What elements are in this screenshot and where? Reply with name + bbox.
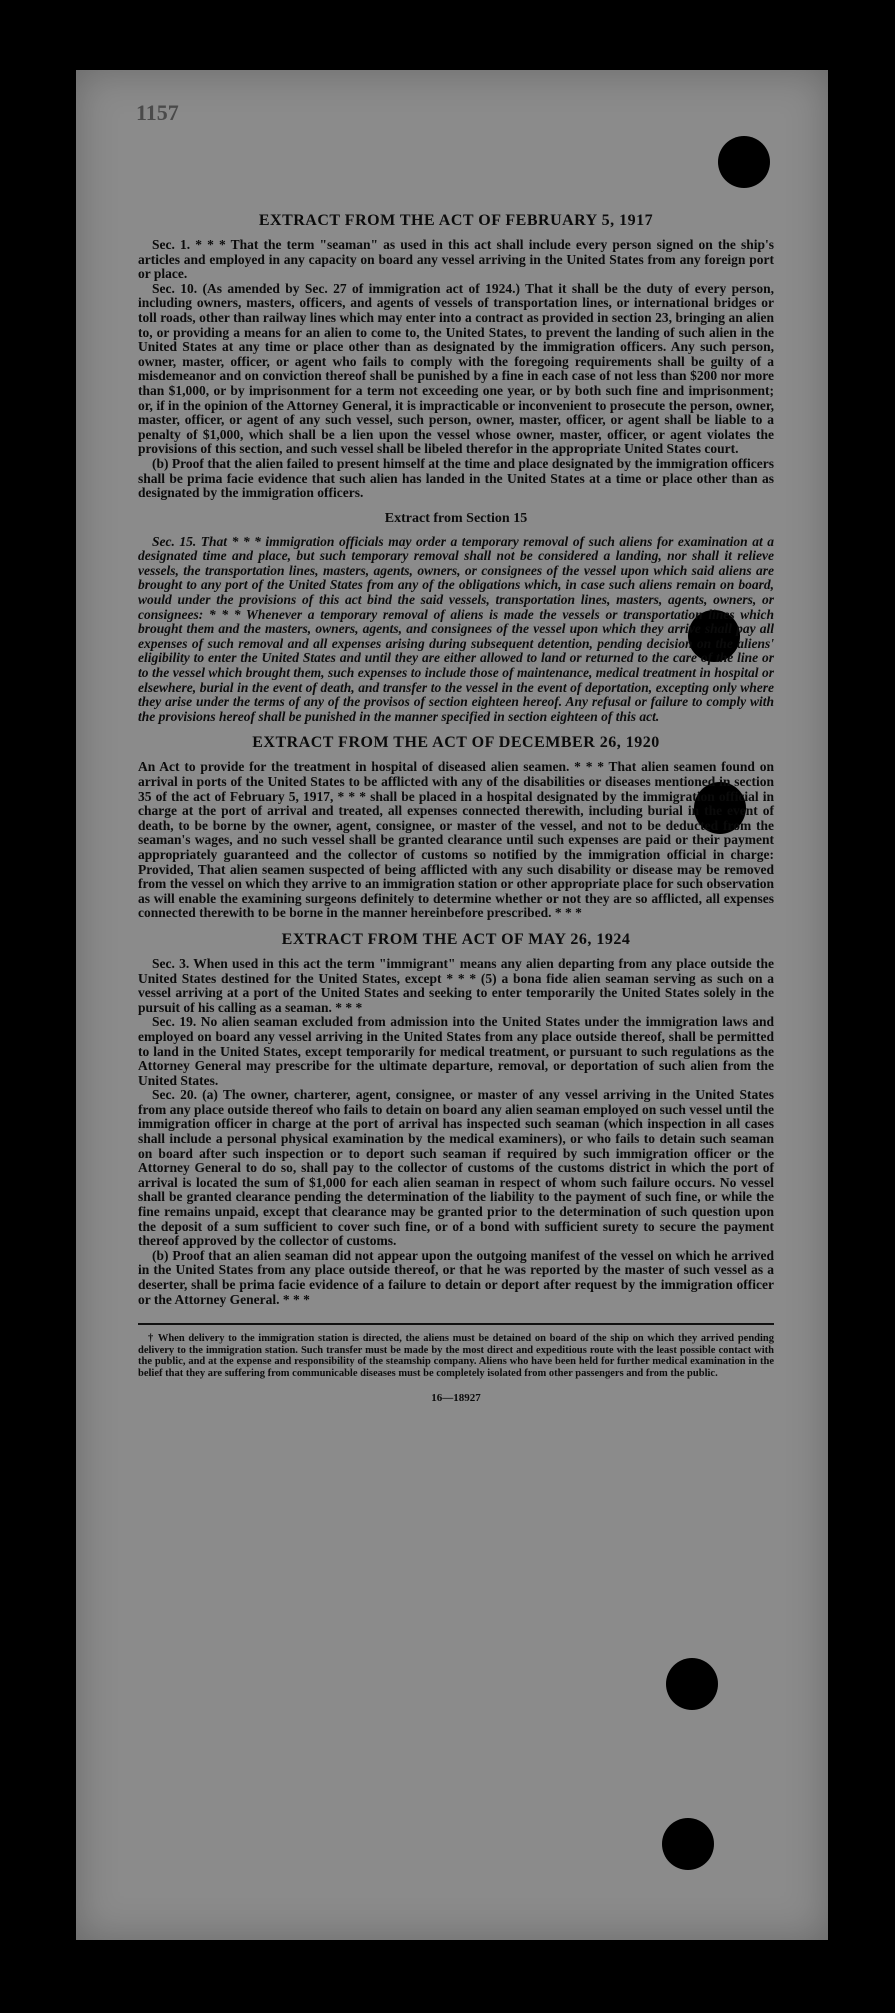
paragraph: Sec. 3. When used in this act the term "immigrant" means any alien departing from any place outside the United States destined for the United States, except * * * (5) a bona fide alien seaman serving as such on a vessel arriving at a port of the United States and seeking to enter temporarily the United States solely in the pursuit of his calling as a seaman. * * * bbox=[138, 955, 774, 1015]
paragraph: (b) Proof that the alien failed to present himself at the time and place designated by the immigration officers shall be prima facie evidence that such alien has landed in the United States at a time or place other than as designated by the immigration officers. bbox=[138, 455, 774, 501]
paragraph: (b) Proof that an alien seaman did not appear upon the outgoing manifest of the vessel on which he arrived in the United States from any place outside thereof, or that he was reported by the master of such vessel as a deserter, shall be prima facie evidence of a failure to detain or deport after request by the immigration officer or the Attorney General. * * * bbox=[138, 1247, 774, 1307]
paragraph: Sec. 15. That * * * immigration officials may order a temporary removal of such aliens for examination at a designated time and place, but such temporary removal shall not be considered a landing, nor shall it relieve vessels, the transportation lines, masters, agents, owners, or consignees of the vessel upon which said aliens are brought to any port of the United States from any of the obligations which, in case such aliens remain on board, would under the provisions of this act bind the said vessels, transportation lines, masters, agents, owners, or consignees: * * * Whenever a temporary removal of aliens is made the vessels or transportation lines which brought them and the masters, owners, agents, and consignees of the vessel upon which they arrive shall pay all expenses of such removal and all expenses arising during subsequent detention, pending decision on the aliens' eligibility to enter the United States and until they are either allowed to land or returned to the care of the line or to the vessel which brought them, such expenses to include those of maintenance, medical treatment in hospital or elsewhere, burial in the event of death, and transfer to the vessel in the event of deportation, excepting only where they arise under the terms of any of the provisos of section eighteen hereof. Any refusal or failure to comply with the provisions hereof shall be punished in the manner specified in section eighteen of this act. bbox=[138, 533, 774, 724]
punch-hole-4 bbox=[666, 1658, 718, 1710]
margin-number: 1157 bbox=[136, 100, 179, 125]
section-heading: EXTRACT FROM THE ACT OF MAY 26, 1924 bbox=[281, 930, 631, 948]
punch-hole-5 bbox=[662, 1818, 714, 1870]
paragraph: An Act to provide for the treatment in hospital of diseased alien seamen. * * * That alien seamen found on arrival in ports of the United States to be afflicted with any of the disabilities or diseases mentioned in section 35 of the act of February 5, 1917, * * * shall be placed in a hospital designated by the immigration official in charge at the port of arrival and treated, all expenses connected therewith, including burial in the event of death, to be borne by the owner, agent, consignee, or master of the vessel, and not to be deducted from the seaman's wages, and no such vessel shall be granted clearance until such expenses are paid or their payment appropriately guaranteed and the collector of customs so notified by the immigration official in charge: Provided, That alien seamen suspected of being afflicted with any such disability or disease may be removed from the vessel on which they arrive to an immigration station or other appropriate place for such observation as will enable the examining surgeons definitely to determine whether or not they are so afflicted, all expenses connected therewith to be borne in the manner hereinbefore prescribed. * * * bbox=[138, 759, 774, 921]
paragraph: Sec. 1. * * * That the term "seaman" as used in this act shall include every person signed on the ship's articles and employed in any capacity on board any vessel arriving in the United States from any foreign port or place. bbox=[138, 237, 774, 282]
paragraph: Sec. 20. (a) The owner, charterer, agent, consignee, or master of any vessel arriving in the United States from any place outside thereof who fails to detain on board any alien seaman employed on such vessel until the immigration officer in charge at the port of arrival has inspected such seaman (which inspection in all cases shall include a personal physical examination by the medical examiners), or who fails to detain such seaman on board after such inspection or to deport such seaman if required by such immigration officer or the Attorney General to do so, shall pay to the collector of customs of the customs district in which the port of arrival is located the sum of $1,000 for each alien seaman in respect of whom such failure occurs. No vessel shall be granted clearance pending the determination of the liability to the payment of such fine, or while the fine remains unpaid, except that clearance may be granted prior to the determination of such question upon the deposit of a sum sufficient to cover such fine, or of a bond with sufficient surety to secure the payment thereof approved by the collector of customs. bbox=[138, 1087, 774, 1249]
document-body bbox=[138, 212, 774, 1404]
section-heading: EXTRACT FROM THE ACT OF DECEMBER 26, 1920 bbox=[252, 734, 660, 752]
paragraph: Sec. 19. No alien seaman excluded from admission into the United States under the immigration laws and employed on board any vessel arriving in the United States from any place outside thereof, shall be permitted to land in the United States, except temporarily for medical treatment, or pursuant to such regulations as the Attorney General may prescribe for the ultimate departure, removal, or deportation of such alien from the United States. bbox=[138, 1014, 774, 1088]
punch-hole-1 bbox=[718, 136, 770, 188]
paragraph: Sec. 10. (As amended by Sec. 27 of immigration act of 1924.) That it shall be the duty of every person, including owners, masters, officers, and agents of vessels of transportation lines, or international bridges or toll roads, other than railway lines which may enter into a contract as provided in section 23, bringing an alien to, or providing a means for an alien to come to, the United States, to prevent the landing of such alien in the United States at any time or place other than as designated by the immigration officers. Any such person, owner, master, officer, or agent who fails to comply with the foregoing requirements shall be guilty of a misdemeanor and on conviction thereof shall be punished by a fine in each case of not less than $200 nor more than $1,000, or by imprisonment for a term not exceeding one year, or by both such fine and imprisonment; or, if in the opinion of the Attorney General, it is impracticable or inconvenient to prosecute the person, owner, master, officer, or agent of any such vessel, such person, owner, master, officer, or agent shall be liable to a penalty of $1,000, which shall be a lien upon the vessel whose owner, master, officer, or agent violates the provisions of this section, and such vessel shall be libeled therefor in the appropriate United States court. bbox=[138, 280, 774, 457]
section-heading: EXTRACT FROM THE ACT OF FEBRUARY 5, 1917 bbox=[258, 212, 654, 229]
footnote-divider bbox=[138, 1323, 774, 1325]
footnote: † When delivery to the immigration station is directed, the aliens must be detained on board of the ship on which they arrived pending delivery to the immigration station. Such transfer must be made by the most direct and expeditious route with the least possible contact with the public, and at the expense and responsibility of the steamship company. Aliens who have been held for further medical examination in the belief that they are suffering from communicable diseases must be completely isolated from other passengers and from the public. bbox=[138, 1333, 774, 1379]
form-number: 16—18927 bbox=[431, 1391, 481, 1404]
section-subheading: Extract from Section 15 bbox=[384, 510, 528, 526]
document-sheet bbox=[76, 70, 828, 1940]
